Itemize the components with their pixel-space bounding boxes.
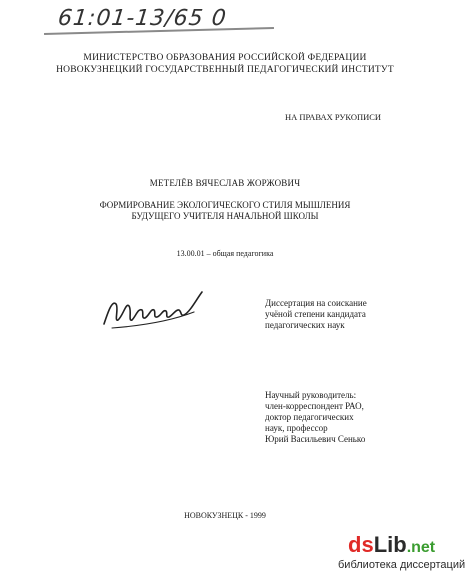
dissertation-title [0, 200, 450, 222]
manuscript-rights-note: НА ПРАВАХ РУКОПИСИ [285, 112, 382, 122]
institute-name: НОВОКУЗНЕЦКИЙ ГОСУДАРСТВЕННЫЙ ПЕДАГОГИЧЕСКИЙ ИНСТИТУТ [56, 65, 394, 75]
dslib-wordmark [348, 533, 435, 560]
advisor-line-2: член-корреспондент РАО, [265, 401, 364, 411]
specialty-code: 13.00.01 – общая педагогика [176, 249, 274, 258]
advisor-line-3: доктор педагогических [265, 412, 354, 422]
degree-line-1: Диссертация на соискание [265, 298, 367, 308]
scientific-advisor [265, 390, 365, 445]
advisor-line-4: наук, профессор [265, 423, 328, 433]
institution-header [0, 52, 450, 76]
brand-lib: Lib [373, 532, 407, 557]
advisor-line-5: Юрий Васильевич Сенько [265, 434, 366, 444]
title-line-1: ФОРМИРОВАНИЕ ЭКОЛОГИЧЕСКОГО СТИЛЯ МЫШЛЕНИЯ [99, 200, 351, 210]
advisor-line-1: Научный руководитель: [265, 390, 357, 400]
dslib-watermark-logo[interactable] [338, 532, 465, 577]
brand-ds: ds [348, 532, 374, 557]
city-and-year: НОВОКУЗНЕЦК - 1999 [184, 511, 266, 520]
title-line-2: БУДУЩЕГО УЧИТЕЛЯ НАЧАЛЬНОЙ ШКОЛЫ [131, 211, 319, 221]
ministry-name: МИНИСТЕРСТВО ОБРАЗОВАНИЯ РОССИЙСКОЙ ФЕДЕРАЦИИ [83, 53, 367, 63]
degree-line-3: педагогических наук [265, 320, 345, 330]
brand-net: .net [406, 539, 436, 556]
author-name: МЕТЕЛЁВ ВЯЧЕСЛАВ ЖОРЖОВИЧ [149, 178, 301, 188]
degree-line-2: учёной степени кандидата [265, 309, 366, 319]
degree-statement [265, 298, 367, 331]
author-signature [98, 282, 208, 342]
dslib-subtitle: библиотека диссертаций [338, 559, 465, 571]
handwritten-archive-code: 61:01-13/65 0 [56, 6, 229, 31]
